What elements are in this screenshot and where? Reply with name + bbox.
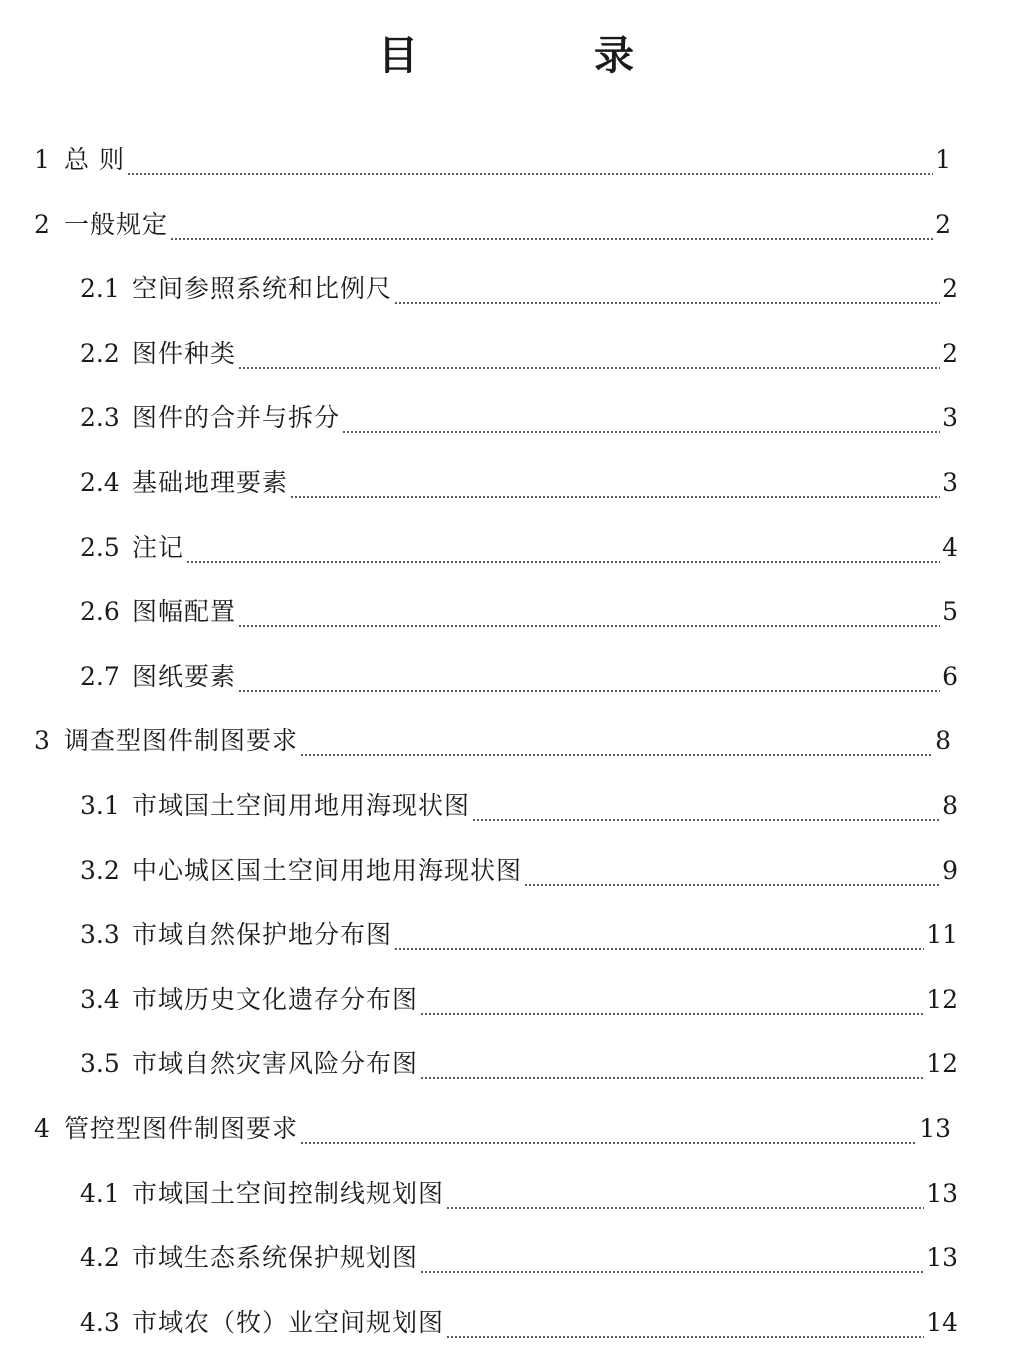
toc-entry-page-number: 13 [919,1114,951,1143]
toc-entry[interactable] [34,1097,951,1161]
toc-entry-title: 市域自然保护地分布图 [132,920,393,949]
toc-entry[interactable] [80,516,958,580]
toc-entry-title: 市域国土空间用地用海现状图 [132,791,471,820]
toc-entry[interactable] [34,128,951,192]
toc-entry[interactable] [80,645,958,709]
toc-entry-title: 一般规定 [64,210,169,239]
toc-entry[interactable] [80,386,958,450]
toc-entry-page-number: 13 [926,1179,958,1208]
toc-entry-number: 4.2 [80,1243,120,1272]
toc-entry-title: 基础地理要素 [132,468,289,497]
toc-entry-number: 4 [34,1114,50,1143]
toc-entry-number: 1 [34,145,50,174]
toc-entry-number: 2.2 [80,339,120,368]
dot-leader [300,1142,917,1144]
toc-entry-title: 图幅配置 [132,597,237,626]
toc-entry-page-number: 8 [942,791,958,820]
toc-entry-title: 图纸要素 [132,662,237,691]
toc-entry-number: 4.3 [80,1308,120,1337]
toc-entry-number: 3.3 [80,920,120,949]
toc-entry[interactable] [80,839,958,903]
toc-entry-title: 市域自然灾害风险分布图 [132,1049,419,1078]
dot-leader [420,1271,924,1273]
dot-leader [524,884,940,886]
toc-entry-number: 2.5 [80,533,120,562]
dot-leader [446,1336,924,1338]
toc-entry-page-number: 12 [926,1049,958,1078]
toc-entry-page-number: 8 [935,726,951,755]
toc-entry-number: 2 [34,210,50,239]
dot-leader [170,238,933,240]
toc-entry-page-number: 2 [935,210,951,239]
toc-entry[interactable] [80,1291,958,1355]
toc-entry-page-number: 9 [942,856,958,885]
toc-entry-page-number: 12 [926,985,958,1014]
toc-entry-number: 2.3 [80,403,120,432]
toc-entry-title: 图件的合并与拆分 [132,403,341,432]
toc-entry[interactable] [80,322,958,386]
toc-entry-page-number: 14 [926,1308,958,1337]
toc-entry[interactable] [80,1032,958,1096]
toc-entry-number: 4.1 [80,1179,120,1208]
toc-entry[interactable] [80,903,958,967]
toc-entry[interactable] [80,580,958,644]
toc-entry-number: 3 [34,726,50,755]
toc-entry-title: 图件种类 [132,339,237,368]
toc-entry[interactable] [80,774,958,838]
dot-leader [238,625,940,627]
toc-entry-page-number: 3 [942,468,958,497]
toc-entry-number: 2.6 [80,597,120,626]
dot-leader [290,496,940,498]
toc-entry-page-number: 11 [926,920,958,949]
toc-entry-title: 市域国土空间控制线规划图 [132,1179,445,1208]
toc-entry-page-number: 5 [942,597,958,626]
toc-entry-number: 2.1 [80,274,120,303]
toc-entry-title: 中心城区国土空间用地用海现状图 [132,856,523,885]
dot-leader [472,819,940,821]
toc-entry-number: 3.2 [80,856,120,885]
toc-entry-title: 市域生态系统保护规划图 [132,1243,419,1272]
toc-entry-title: 市域历史文化遗存分布图 [132,985,419,1014]
toc-entry-title: 市域农（牧）业空间规划图 [132,1308,445,1337]
dot-leader [186,561,940,563]
dot-leader [420,1077,924,1079]
dot-leader [238,367,940,369]
toc-entry-page-number: 3 [942,403,958,432]
toc-entry-title: 调查型图件制图要求 [64,726,299,755]
toc-entry[interactable] [80,257,958,321]
toc-entry-title: 空间参照系统和比例尺 [132,274,393,303]
toc-entry-number: 3.1 [80,791,120,820]
toc-entry-page-number: 2 [942,339,958,368]
dot-leader [394,302,940,304]
dot-leader [394,948,924,950]
dot-leader [238,690,940,692]
dot-leader [446,1207,924,1209]
page-title: 目 录 [378,32,702,79]
toc-entry-number: 2.7 [80,662,120,691]
dot-leader [342,431,940,433]
toc-entry-page-number: 4 [942,533,958,562]
toc-entry-title: 注记 [132,533,185,562]
toc-entry-page-number: 6 [942,662,958,691]
toc-entry-number: 2.4 [80,468,120,497]
toc-entry[interactable] [80,1162,958,1226]
toc-entry-number: 3.5 [80,1049,120,1078]
toc-entry-number: 3.4 [80,985,120,1014]
toc-entry-title: 管控型图件制图要求 [64,1114,299,1143]
toc-entry-page-number: 1 [935,145,951,174]
dot-leader [127,173,933,175]
dot-leader [300,754,933,756]
toc-entry[interactable] [80,1226,958,1290]
dot-leader [420,1013,924,1015]
toc-entry[interactable] [34,193,951,257]
toc-entry[interactable] [34,709,951,773]
toc-entry-page-number: 13 [926,1243,958,1272]
toc-entry[interactable] [80,968,958,1032]
toc-entry-title: 总 则 [64,145,125,174]
toc-entry-page-number: 2 [942,274,958,303]
toc-entry[interactable] [80,451,958,515]
